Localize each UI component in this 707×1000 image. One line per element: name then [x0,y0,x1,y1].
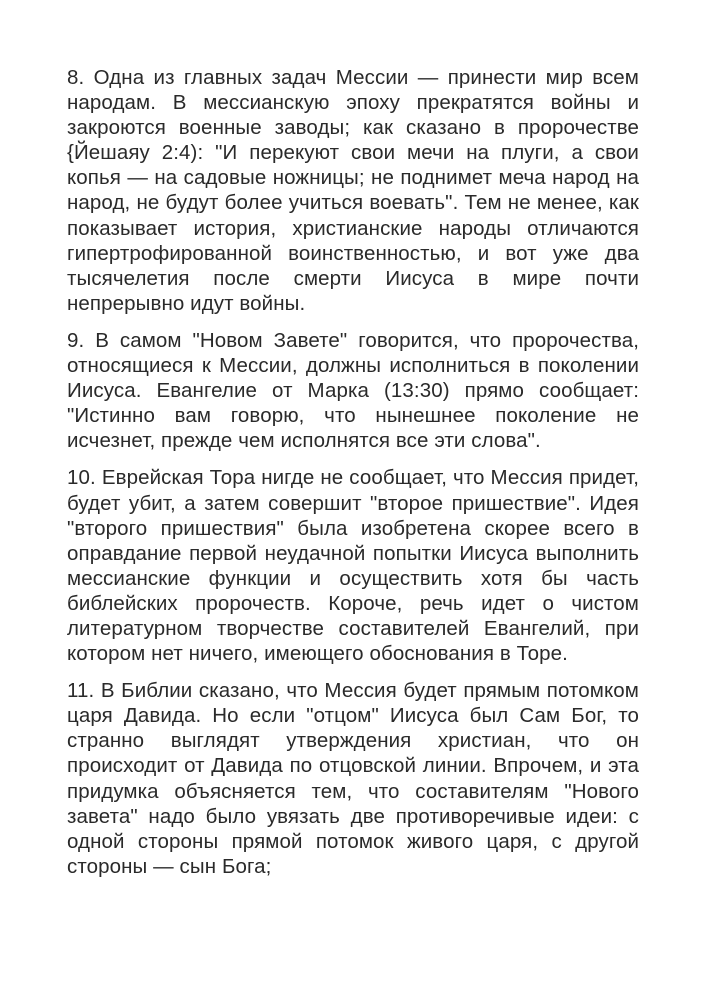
paragraph-text: Одна из главных задач Мессии — принести мир всем народам. В мессианскую эпоху прекратятся войны и закроются военные заводы; как сказано в пророчестве {Йешаяу 2:4): "И перекуют свои мечи на плуги, а свои копья — на садовые ножницы; не поднимет меча народ на народ, не будут более учиться воевать". Тем не менее, как показывает история, христианские народы отличаются гипертрофированной воинственностью, и вот уже два тысячелетия после смерти Иисуса в мире почти непрерывно идут войны. [67,66,640,315]
paragraph-number: 10. [67,466,96,490]
paragraph-8 [67,65,639,316]
paragraph-number: 8. [67,66,85,89]
document-page [67,65,639,891]
paragraph-9 [67,328,639,453]
paragraph-number: 9. [67,328,85,352]
paragraph-11 [67,678,639,879]
paragraph-text: В Библии сказано, что Мессия будет прямым потомком царя Давида. Но если "отцом" Иисуса был Сам Бог, то странно выглядят утверждения христиан, что он происходит от Давида по отцовской линии. Впрочем, и эта придумка объясняется тем, что составителям "Нового завета" надо было увязать две противоречивые идеи: с одной стороны прямой потомок живого царя, с другой стороны — сын Бога; [67,679,639,878]
paragraph-text: В самом "Новом Завете" говорится, что пророчества, относящиеся к Мессии, должны исполниться в поколении Иисуса. Евангелие от Марка (13:30) прямо сообщает: "Истинно вам говорю, что нынешнее поколение не исчезнет, прежде чем исполнятся все эти слова". [67,328,639,453]
paragraph-text: Еврейская Тора нигде не сообщает, что Мессия придет, будет убит, а затем совершит "второе пришествие". Идея "второго пришествия" была изобретена скорее всего в оправдание первой неудачной попытки Иисуса выполнить мессианские функции и осуществить хотя бы часть библейских пророчеств. Короче, речь идет о чистом литературном творчестве составителей Евангелий, при котором нет ничего, имеющего обоснования в Торе. [67,466,640,666]
paragraph-10 [67,465,639,666]
paragraph-number: 11. [67,679,95,703]
